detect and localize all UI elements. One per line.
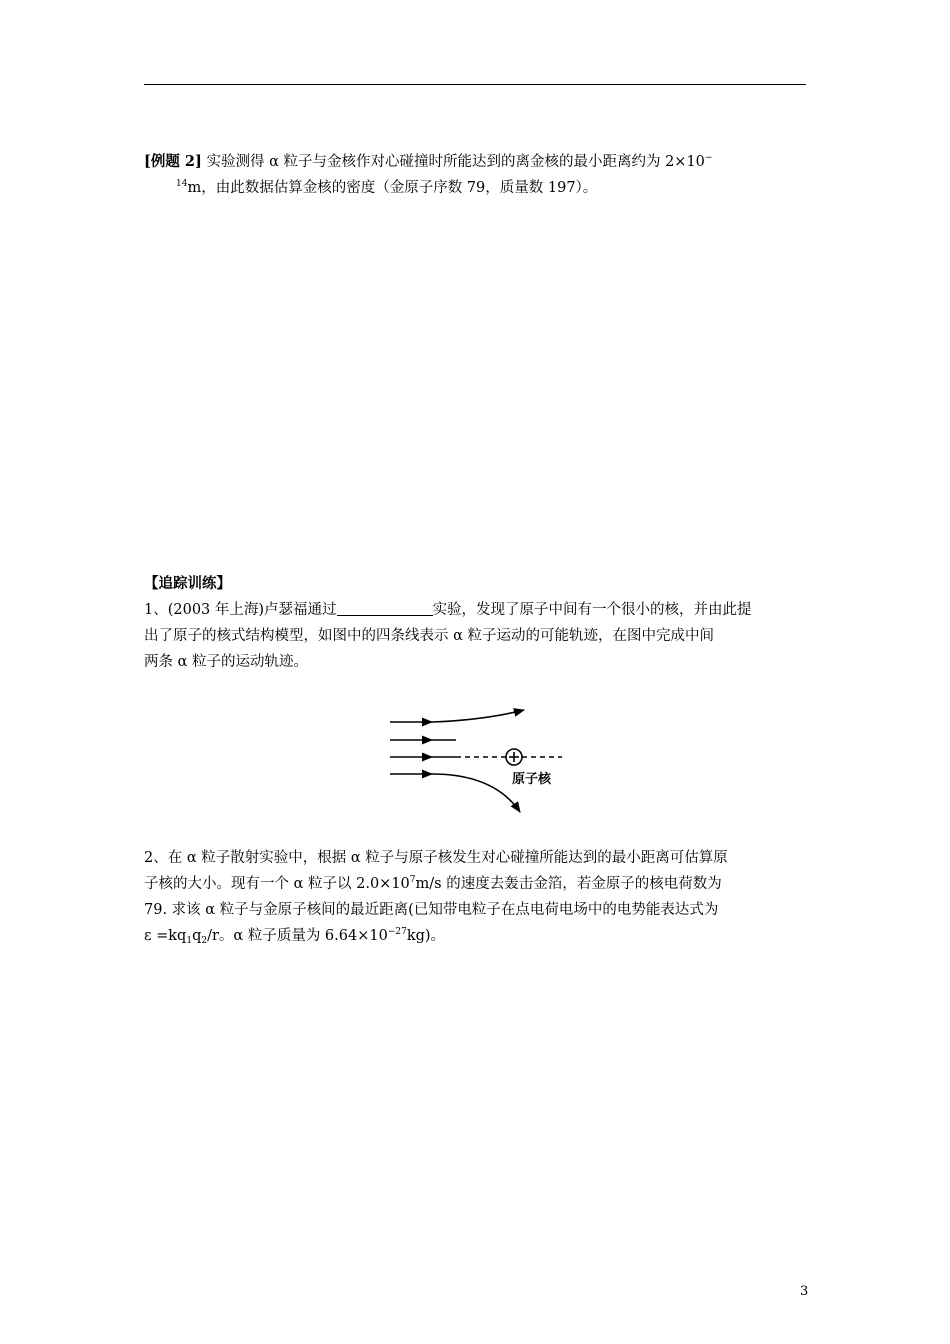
q2-line4-a: ε =kq	[144, 928, 187, 944]
q2-line2-exp: 7	[409, 875, 416, 885]
q2-line4-c: /r。α 粒子质量为 6.64×10	[207, 928, 388, 944]
q2-line3: 79. 求该 α 粒子与金原子核间的最近距离(已知带电粒子在点电荷电场中的电势能表达式为	[144, 902, 719, 918]
question-2	[144, 845, 808, 949]
q2-line1: 2、在 α 粒子散射实验中，根据 α 粒子与原子核发生对心碰撞所能达到的最小距离可估算原	[144, 850, 728, 866]
question-1	[144, 597, 808, 675]
q1-line3: 两条 α 粒子的运动轨迹。	[144, 654, 309, 670]
example-2	[144, 149, 808, 201]
page-number: 3	[800, 1284, 809, 1299]
q1-line1-a: 1、(2003 年上海)卢瑟福通过	[144, 602, 337, 618]
q2-line2-b: m/s 的速度去轰击金箔，若金原子的核电荷数为	[415, 876, 722, 892]
answer-blank[interactable]	[337, 601, 433, 616]
q2-line4-b: q	[192, 928, 202, 944]
track-4-deflected-path	[432, 774, 520, 812]
exponent-sign: −	[704, 153, 713, 163]
example-2-text: 实验测得 α 粒子与金核作对心碰撞时所能达到的离金核的最小距离约为 2×10	[201, 154, 705, 170]
header-rule	[144, 84, 806, 85]
q2-sub-1: 1	[186, 936, 193, 946]
q2-line4-exp: −27	[387, 927, 407, 937]
q2-sub-2: 2	[201, 936, 208, 946]
exponent-digits: 14	[176, 179, 188, 189]
alpha-scattering-figure	[384, 698, 574, 822]
q1-line1-b: 实验，发现了原子中间有一个很小的核，并由此提	[432, 602, 752, 618]
q2-line4-d: kg)。	[406, 928, 446, 944]
track-1-deflected-path	[432, 710, 524, 722]
example-2-tag: [例题 2]	[144, 153, 202, 170]
example-2-text-cont: m，由此数据估算金核的密度（金原子序数 79，质量数 197）。	[187, 180, 598, 196]
q2-line2-a: 子核的大小。现有一个 α 粒子以 2.0×10	[144, 876, 410, 892]
q1-line2: 出了原子的核式结构模型，如图中的四条线表示 α 粒子运动的可能轨迹，在图中完成中间	[144, 628, 715, 644]
nucleus-label: 原子核	[512, 772, 552, 787]
tracking-heading: 【追踪训练】	[144, 575, 231, 592]
